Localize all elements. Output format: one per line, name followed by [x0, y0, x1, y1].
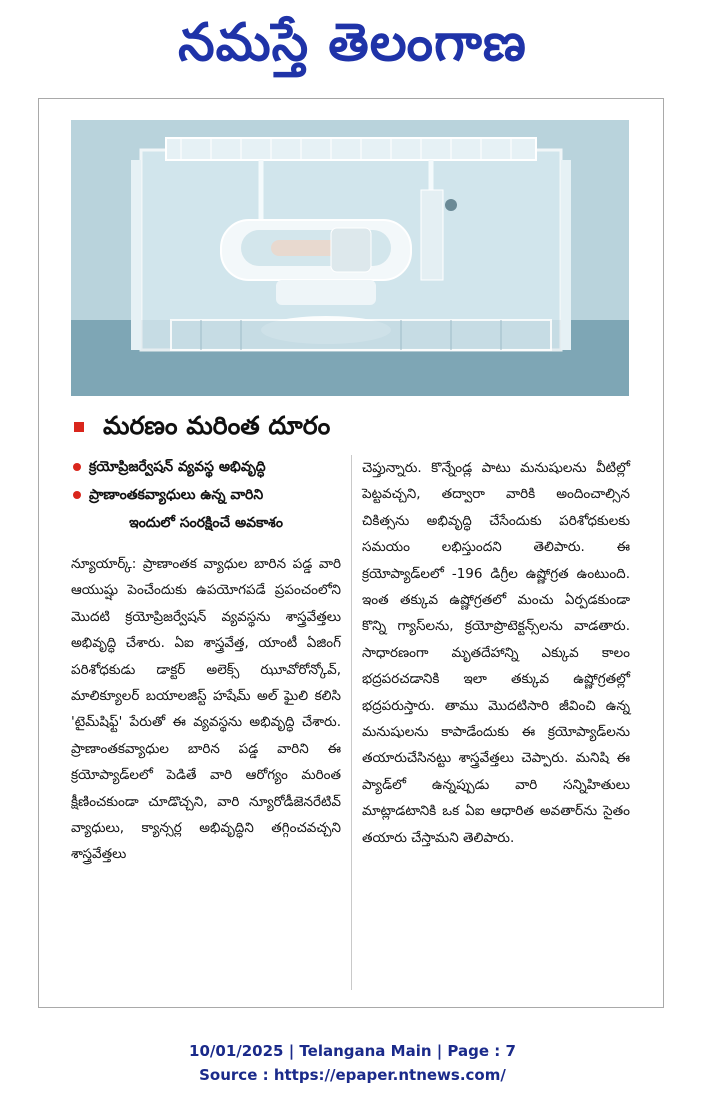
footer-date-line: 10/01/2025 | Telangana Main | Page : 7 — [189, 1042, 516, 1060]
footer-source-line: Source : https://epaper.ntnews.com/ — [199, 1066, 506, 1084]
bullet-dot-icon — [73, 463, 81, 471]
masthead-logo: నమస్తే తెలంగాణ — [178, 13, 527, 73]
column-right — [362, 455, 630, 851]
body-text-right: చెప్తున్నారు. కొన్నేండ్ల పాటు మనుషులను వీటిల్లో పెట్టవచ్చని, తద్వారా వారికి అందించాల్సిన చికిత్సను అభివృద్ధి చేసేందుకు పరిశోధకులకు సమయం లభిస్తుందని తెలిపారు. ఈ క్రయోప్యాడ్‌లలో -196 డిగ్రీల ఉష్ణోగ్రత ఉంటుంది. ఇంత తక్కువ ఉష్ణోగ్రతలో మంచు ఏర్పడకుండా కొన్ని గ్యాస్‌లను, క్రయోప్రొటెక్టన్స్‌లను వాడతారు. సాధారణంగా మృతదేహాన్ని ఎక్కువ కాలం భద్రపరచడానికి ఇలా తక్కువ ఉష్ణోగ్రతల్లో భద్రపరుస్తారు. తాము మొదటిసారి జీవించి ఉన్న మనుషులను కాపాడేందుకు ఈ క్రయోప్యాడ్‌లను తయారుచేసినట్టు శాస్త్రవేత్తలు చెప్పారు. మనిషి ఈ ప్యాడ్‌లో ఉన్నప్పుడు వారి సన్నిహితులు మాట్లాడటానికి ఒక ఏఐ ఆధారిత అవతార్‌ను సైతం తయారు చేస్తామని తెలిపారు. — [362, 460, 630, 846]
headline-marker — [74, 422, 84, 432]
bullet-text: ప్రాణాంతకవ్యాధులు ఉన్న వారిని — [89, 487, 264, 503]
article-photo — [71, 120, 629, 396]
headline-row — [71, 406, 629, 446]
article-headline: మరణం మరింత దూరం — [103, 411, 331, 440]
bullet-dot-icon — [73, 491, 81, 499]
bullet-point — [71, 483, 341, 507]
body-text-left: న్యూయార్క్: ప్రాణాంతక వ్యాధుల బారిన పడ్డ వారి ఆయుష్షు పెంచేందుకు ఉపయోగపడే ప్రపంచంలోని మొదటి క్రయోప్రిజర్వేషన్ వ్యవస్థను శాస్త్రవేత్తలు అభివృద్ధి చేశారు. ఏఐ శాస్త్రవేత్త, యాంటీ ఏజింగ్ పరిశోధకుడు డాక్టర్ అలెక్స్ ఝూవోరోన్కోవ్, మాలిక్యూలర్ బయాలజిస్ట్ హషేమ్ అల్ ఘైలి కలిసి 'టైమ్‌షిఫ్ట్' పేరుతో ఈ వ్యవస్థను అభివృద్ధి చేశారు. ప్రాణాంతకవ్యాధుల బారిన పడ్డ వారిని ఈ క్రయోప్యాడ్‌లలో పెడితే వారి ఆరోగ్యం మరింత క్షీణించకుండా చూడొచ్చని, వారి న్యూరోడీజెనరేటివ్ వ్యాధులు, క్యాన్సర్ల అభివృద్ధిని తగ్గించవచ్చని శాస్త్రవేత్తలు — [71, 556, 341, 863]
cryopod-illustration — [71, 120, 629, 396]
bullet-text: క్రయోప్రిజర్వేషన్ వ్యవస్థ అభివృద్ధి — [89, 459, 266, 475]
column-left — [71, 455, 341, 868]
bullet-continuation: ఇందులో సంరక్షించే అవకాశం — [129, 515, 283, 531]
column-divider — [351, 455, 352, 990]
bullet-point — [71, 455, 341, 479]
